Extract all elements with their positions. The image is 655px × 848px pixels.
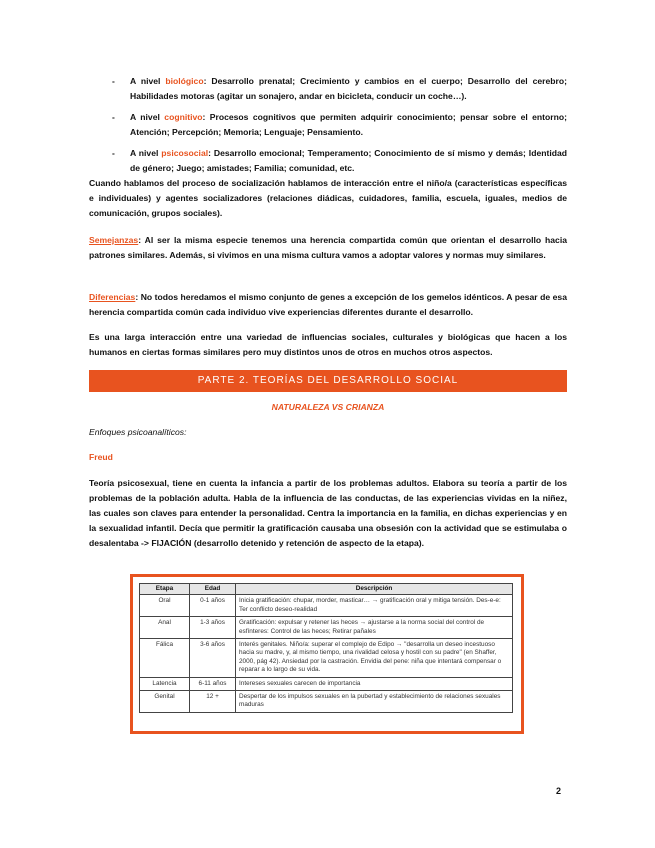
development-levels-list <box>112 74 567 182</box>
freud-paragraph: Teoría psicosexual, tiene en cuenta la infancia a partir de los problemas adultos. Elabora su teoría a partir de los problemas de la población adulta. Habla de la influencia de las conductas, de las experiencias vividas en la niñez, las cuales son claves para entender la personalidad. Centra la importancia en la familia, en dichas experiencias y en la sexualidad infantil. Decía que permitir la gratificación causaba una obsesión con la actividad que se estimulaba o desalentaba -> FIJACIÓN (desarrollo detenido y retención de aspecto de la etapa). <box>89 478 567 548</box>
header-stage: Etapa <box>140 584 190 595</box>
table-header-row <box>140 584 513 595</box>
description-cell: Inicia gratificación: chupar, morder, masticar… → gratificación oral y mitiga tensión. Des-e-e: Ter conflicto deseo-realidad <box>236 595 513 617</box>
list-item <box>112 146 567 176</box>
bullet-text: : Desarrollo emocional; Temperamento; Conocimiento de sí mismo y demás; Identidad de género; Juego; amistades; Familia; comunidad, etc. <box>130 148 568 173</box>
section-subtitle: NATURALEZA VS CRIANZA <box>271 402 385 412</box>
table-row <box>140 595 513 617</box>
stage-cell: Anal <box>140 617 190 639</box>
socialization-paragraph: Cuando hablamos del proceso de socialización hablamos de interacción entre el niño/a (características específicas e individuales) y agentes socializadores (relaciones diádicas, cuidadores, familia, escuela, iguales, medios de comunicación, grupos sociales). <box>89 178 567 218</box>
description-cell: Interés genitales. Niño/a: superar el complejo de Edipo → "desarrolla un deseo incestuoso hacia su madre, y, al mismo tiempo, una rivalidad celosa y hostil con su padre" (en Shaffer, 2000, pág 42). Ansiedad por la castración. Envidia del pene: niña que intentará compensar o reparar a lo largo de su vida. <box>236 639 513 678</box>
stage-cell: Oral <box>140 595 190 617</box>
stage-cell: Fálica <box>140 639 190 678</box>
age-cell: 1-3 años <box>190 617 236 639</box>
stage-cell: Latencia <box>140 677 190 690</box>
bullet-prefix: A nivel <box>130 148 162 158</box>
differences-paragraph <box>89 290 567 320</box>
page-number: 2 <box>556 786 562 796</box>
list-item <box>112 110 567 140</box>
age-cell: 6-11 años <box>190 677 236 690</box>
bullet-dash: - <box>112 76 115 86</box>
description-cell: Intereses sexuales carecen de importancia <box>236 677 513 690</box>
age-cell: 12 + <box>190 691 236 713</box>
bullet-keyword: psicosocial <box>161 148 209 158</box>
bullet-dash: - <box>112 148 115 158</box>
age-cell: 0-1 años <box>190 595 236 617</box>
age-cell: 3-6 años <box>190 639 236 678</box>
freud-heading: Freud <box>89 452 113 462</box>
bullet-text: : Desarrollo prenatal; Crecimiento y cambios en el cuerpo; Desarrollo del cerebro; Habilidades motoras (agitar un sonajero, andar en bicicleta, conducir un coche…). <box>130 76 567 101</box>
section-banner: PARTE 2. TEORÍAS DEL DESARROLLO SOCIAL <box>89 370 567 392</box>
description-cell: Gratificación: expulsar y retener las heces → ajustarse a la norma social del control de esfínteres: Control de las heces; Retirar pañales <box>236 617 513 639</box>
header-description: Descripción <box>236 584 513 595</box>
table-row <box>140 677 513 690</box>
bullet-prefix: A nivel <box>130 76 166 86</box>
bullet-keyword: biológico <box>165 76 204 86</box>
description-cell: Despertar de los impulsos sexuales en la pubertad y establecimiento de relaciones sexuales maduras <box>236 691 513 713</box>
similarities-paragraph <box>89 233 567 263</box>
similarities-label: Semejanzas <box>89 235 139 245</box>
stage-cell: Genital <box>140 691 190 713</box>
bullet-dash: - <box>112 112 115 122</box>
psychosexual-stages-figure <box>130 574 524 734</box>
bullet-text: : Procesos cognitivos que permiten adquirir conocimiento; pensar sobre el entorno; Atención; Percepción; Memoria; Lenguaje; Pensamiento. <box>130 112 567 137</box>
differences-label: Diferencias <box>89 292 136 302</box>
list-item <box>112 74 567 104</box>
header-age: Edad <box>190 584 236 595</box>
interaction-paragraph: Es una larga interacción entre una variedad de influencias sociales, culturales y biológicas que hacen a los humanos en ciertas formas similares pero muy distintos unos de otros en muchos otros aspectos. <box>89 332 567 357</box>
bullet-prefix: A nivel <box>130 112 165 122</box>
differences-text: : No todos heredamos el mismo conjunto de genes a excepción de los gemelos idénticos. A pesar de esa herencia compartida común cada individuo vive experiencias diferentes durante el desarrollo. <box>89 292 567 317</box>
bullet-keyword: cognitivo <box>164 112 203 122</box>
similarities-text: : Al ser la misma especie tenemos una herencia compartida común que orientan el desarrollo hacia patrones similares. Además, si vivimos en una misma cultura vamos a adoptar valores y normas muy similares. <box>89 235 567 260</box>
approaches-heading: Enfoques psicoanalíticos: <box>89 427 187 437</box>
psychosexual-stages-table <box>139 583 513 713</box>
table-row <box>140 639 513 678</box>
table-row <box>140 691 513 713</box>
table-row <box>140 617 513 639</box>
